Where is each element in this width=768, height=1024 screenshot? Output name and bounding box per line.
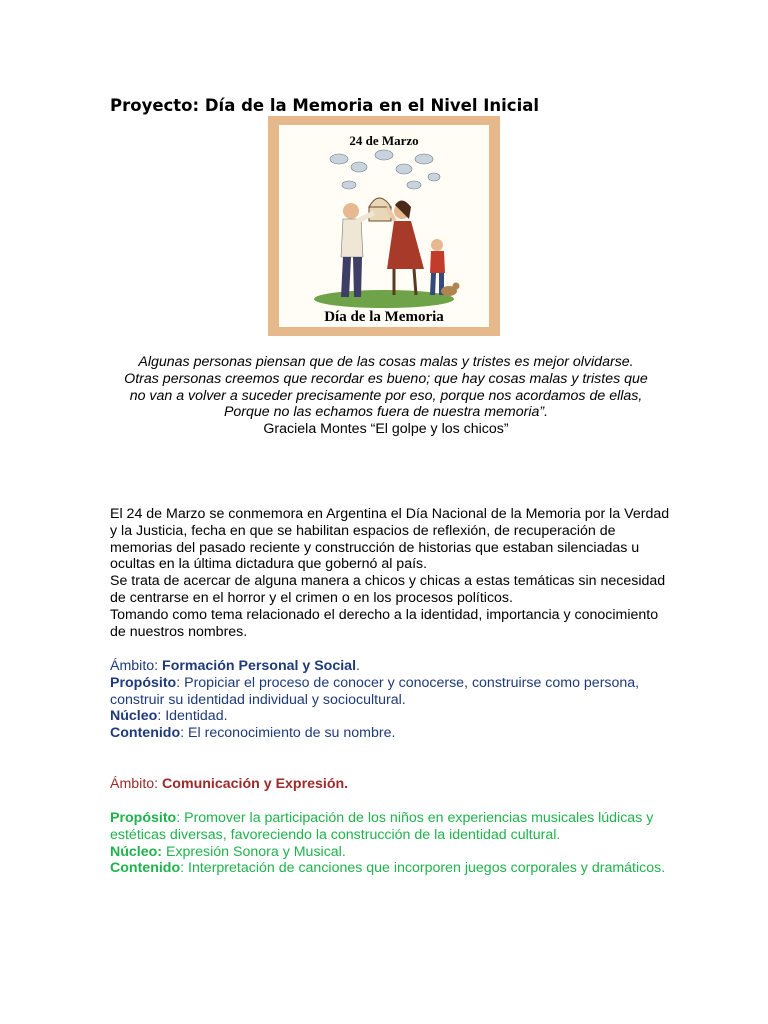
intro-paragraph: Tomando como tema relacionado el derecho a la identidad, importancia y conocimiento de nuestros nombres.: [110, 606, 659, 640]
ambito-value: Formación Personal y Social: [162, 658, 357, 674]
ambito-label: Ámbito: [110, 776, 155, 792]
proposito-value: Propiciar el proceso de conocer y conocerse, construirse como persona, construir su identidad individual y sociocultural.: [110, 674, 640, 708]
proposito-row: Propósito: Promover la participación de los niños en experiencias musicales lúdicas y estéticas diversas, favoreciendo la construcción de la identidad cultural.: [110, 810, 654, 843]
quote-line: Algunas personas piensan que de las cosas malas y tristes es mejor olvidarse.: [138, 354, 634, 370]
quote-line: Porque no las echamos fuera de nuestra memoria”.: [223, 404, 549, 421]
page-title: Proyecto: Día de la Memoria en el Nivel Inicial: [110, 96, 540, 115]
intro-text: [110, 506, 670, 640]
proposito-label: Propósito: [110, 674, 177, 691]
proposito-value: Promover la participación de los niños en experiencias musicales lúdicas y estéticas diversas, favoreciendo la construcción de la identidad cultural.: [110, 810, 654, 843]
nucleo-value: Expresión Sonora y Musical.: [165, 843, 346, 860]
quote-author: Graciela Montes “El golpe y los chicos”: [263, 421, 509, 438]
contenido-label: Contenido: [110, 725, 181, 742]
contenido-value: Interpretación de canciones que incorporen juegos corporales y dramáticos.: [188, 860, 666, 877]
poster-image: [268, 116, 500, 336]
family-illustration: [299, 149, 469, 309]
ambito-value: Comunicación y Expresión.: [162, 776, 349, 792]
ambito-label: Ámbito: [110, 658, 155, 674]
contenido-value: El reconocimiento de su nombre.: [188, 725, 396, 742]
poster-canvas: [279, 125, 489, 327]
quote-block: [106, 354, 666, 438]
section-personal-social: [110, 658, 670, 742]
contenido-row: Contenido: Interpretación de canciones que incorporen juegos corporales y dramáticos.: [110, 860, 666, 877]
ambito-row: Ámbito: Formación Personal y Social.: [110, 658, 360, 674]
poster-caption: Día de la Memoria: [324, 309, 444, 325]
nucleo-label: Núcleo:: [110, 843, 163, 860]
section-communication: [110, 810, 670, 877]
nucleo-label: Núcleo: [110, 708, 158, 725]
nucleo-row: [110, 844, 670, 861]
quote-line: no van a volver a suceder precisamente por eso, porque nos acordamos de ellas,: [129, 387, 643, 404]
intro-paragraph: Se trata de acercar de alguna manera a chicos y chicas a estas temáticas sin necesidad de centrarse en el horror y el crimen o en los procesos políticos.: [110, 573, 666, 606]
nucleo-value: Identidad.: [165, 708, 228, 725]
contenido-row: Contenido: El reconocimiento de su nombre.: [110, 725, 396, 742]
quote-line: Otras personas creemos que recordar es bueno; que hay cosas malas y tristes que: [124, 370, 648, 387]
intro-paragraph: El 24 de Marzo se conmemora en Argentina el Día Nacional de la Memoria por la Verdad y la Justicia, fecha en que se habilitan espacios de reflexión, de recuperación de memorias del pasado reciente y construcción de historias que estaban silenciadas u ocultas en la última dictadura que gobernó al país.: [110, 506, 670, 573]
section-communication-heading: Ámbito: Comunicación y Expresión.: [110, 776, 349, 792]
contenido-label: Contenido: [110, 860, 181, 877]
nucleo-row: Núcleo: Identidad.: [110, 708, 228, 725]
proposito-row: Propósito: Propiciar el proceso de conocer y conocerse, construirse como persona, construir su identidad individual y sociocultural.: [110, 674, 640, 708]
proposito-label: Propósito: [110, 810, 177, 826]
poster-date-text: 24 de Marzo: [349, 133, 419, 148]
